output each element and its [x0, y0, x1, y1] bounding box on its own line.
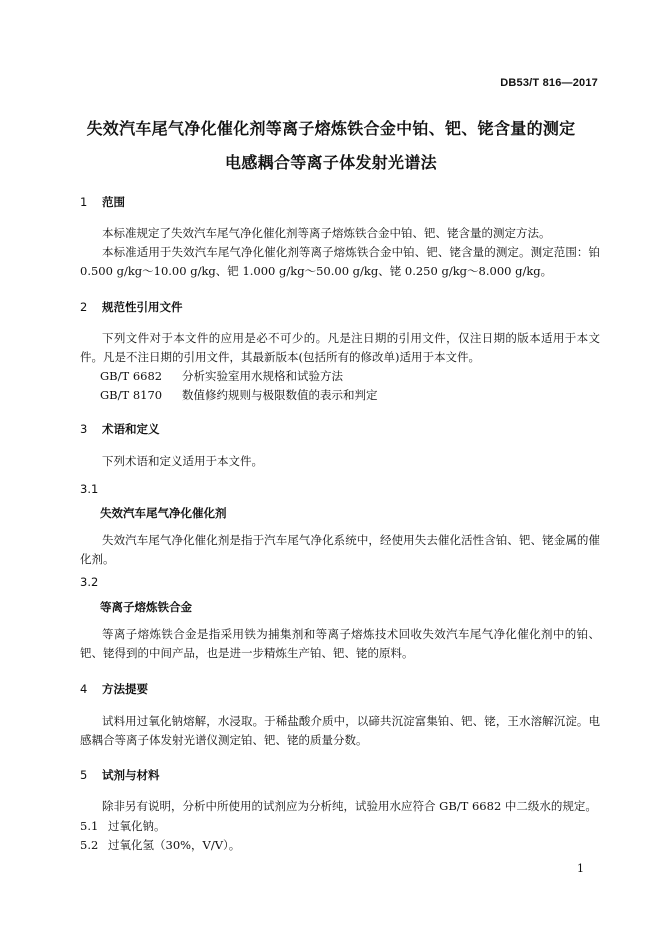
reference-title: 数值修约规则与极限数值的表示和判定: [182, 388, 378, 402]
section-2-number: 2: [80, 300, 88, 314]
term-3-2-number-text: 3.2: [80, 575, 99, 589]
list-item-number: 5.2: [80, 838, 99, 852]
section-1-heading: [80, 194, 125, 210]
section-5-number: 5: [80, 768, 88, 782]
list-item: [80, 837, 600, 853]
section-4-number: 4: [80, 682, 88, 696]
section-3-paragraph-1: 下列术语和定义适用于本文件。: [102, 454, 263, 468]
term-3-2-number: [80, 575, 98, 589]
term-3-1-name: 失效汽车尾气净化催化剂: [100, 506, 227, 520]
reference-item: [100, 387, 620, 403]
reference-code: GB/T 6682: [100, 369, 163, 383]
term-3-1-definition: 失效汽车尾气净化催化剂是指于汽车尾气净化系统中，经使用失去催化活性含铂、钯、铑金属的催化剂。: [80, 533, 600, 566]
section-2-paragraph-1: 下列文件对于本文件的应用是必不可少的。凡是注日期的引用文件，仅注日期的版本适用于本文件。凡是不注日期的引用文件，其最新版本(包括所有的修改单)适用于本文件。: [80, 331, 600, 364]
section-5-heading: [80, 767, 160, 783]
reference-item: [100, 368, 620, 384]
section-2-title: 规范性引用文件: [102, 300, 183, 314]
section-3-title: 术语和定义: [102, 422, 160, 436]
section-2-heading: [80, 299, 183, 315]
list-item-text: 过氧化氢（30%，V/V）。: [108, 838, 241, 852]
list-item-number: 5.1: [80, 819, 99, 833]
title-line-2: 电感耦合等离子体发射光谱法: [225, 153, 437, 172]
section-1-number: 1: [80, 195, 88, 209]
section-4-title: 方法提要: [102, 682, 148, 696]
section-5-paragraph-1: 除非另有说明，分析中所使用的试剂应为分析纯，试验用水应符合 GB/T 6682 中二级水的规定。: [102, 799, 597, 813]
section-5-title: 试剂与材料: [102, 768, 160, 782]
term-3-1-number: [80, 482, 98, 496]
section-3-number: 3: [80, 422, 88, 436]
reference-title: 分析实验室用水规格和试验方法: [182, 369, 343, 383]
reference-code: GB/T 8170: [100, 388, 163, 402]
page-number: 1: [577, 862, 584, 875]
section-4-heading: [80, 681, 148, 697]
term-3-2-name: 等离子熔炼铁合金: [100, 600, 192, 614]
section-1-title: 范围: [102, 195, 125, 209]
section-4-paragraph-1: 试料用过氧化钠熔解，水浸取。于稀盐酸介质中，以碲共沉淀富集铂、钯、铑，王水溶解沉淀。电感耦合等离子体发射光谱仪测定铂、钯、铑的质量分数。: [80, 714, 600, 747]
term-3-1-number-text: 3.1: [80, 482, 99, 496]
term-3-2-definition: 等离子熔炼铁合金是指采用铁为捕集剂和等离子熔炼技术回收失效汽车尾气净化催化剂中的铂、钯、铑得到的中间产品，也是进一步精炼生产铂、钯、铑的原料。: [80, 627, 600, 660]
list-item: [80, 818, 600, 834]
title-line-1: 失效汽车尾气净化催化剂等离子熔炼铁合金中铂、钯、铑含量的测定: [86, 119, 576, 138]
section-1-paragraph-2: 本标准适用于失效汽车尾气净化催化剂等离子熔炼铁合金中铂、钯、铑含量的测定。测定范围：铂 0.500 g/kg～10.00 g/kg、钯 1.000 g/kg～50.00 g/kg、铑 0.250 g/kg～8.000 g/kg。: [80, 245, 600, 278]
section-3-heading: [80, 421, 160, 437]
document-id: DB53/T 816—2017: [500, 77, 598, 89]
section-1-paragraph-1: 本标准规定了失效汽车尾气净化催化剂等离子熔炼铁合金中铂、钯、铑含量的测定方法。: [102, 226, 551, 240]
list-item-text: 过氧化钠。: [108, 819, 166, 833]
